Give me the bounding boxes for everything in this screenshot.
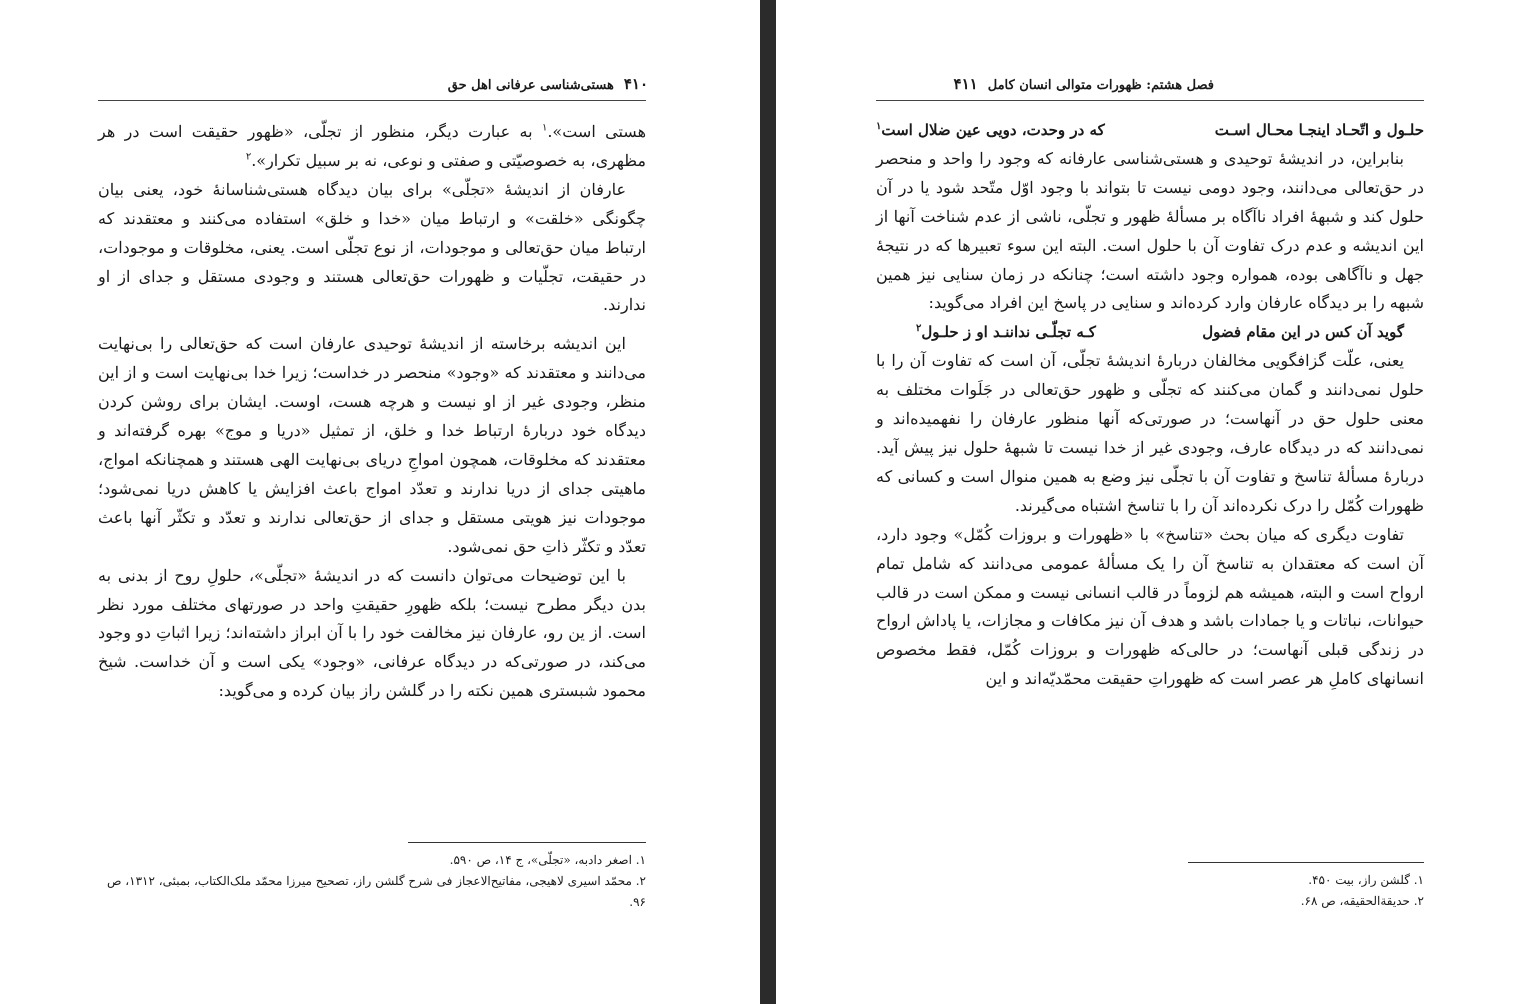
right-running-head: فصل هشتم: ظهورات متوالی انسان کامل (987, 78, 1214, 93)
book-gutter (760, 0, 776, 1004)
right-footnote-2: ۲. حدیقة‌الحقیقه، ص ۶۸. (1300, 894, 1424, 908)
couplet-2 (876, 318, 1424, 347)
right-page (776, 0, 1536, 1004)
couplet-2-second-hemistich: کـه تجلّـی نداننـد او ز حلـول$^۲$ (916, 323, 1096, 342)
left-header-rule (98, 100, 646, 101)
left-page (0, 0, 760, 1004)
left-footnote-2: ۲. محمّد اسیری لاهیجی، مفاتیح‌الاعجاز فی شرح گلشن راز، تصحیح میرزا محمّد ملک‌الکتاب، بمبئی، ۱۳۱۲، ص ۹۶. (106, 874, 646, 909)
left-paragraph-1: هستی است».$^۱$ به عبارت دیگر، منظور از تجلّی، «ظهور حقیقت است در هر مظهری، به خصوصیّتی و صفتی و نوعی، نه بر سبیل تکرار».$^۲$ (98, 122, 647, 170)
left-body-text (98, 118, 646, 706)
left-paragraph-2: عارفان از اندیشهٔ «تجلّی» برای بیان دیدگاه هستی‌شناسانهٔ خود، یعنی بیان چگونگی «خلقت» و ارتباط میان «خدا و خلق» استفاده می‌کنند و معتقدند که ارتباط میان حق‌تعالی و موجودات، از نوع تجلّی است. یعنی، مخلوقات و موجودات، در حقیقت، تجلّیات و ظهورات حق‌تعالی هستند و وجودی مستقل و جدای از او ندارند. (98, 179, 646, 315)
couplet-1 (876, 116, 1424, 145)
left-running-head: هستی‌شناسی عرفانی اهل حق (447, 78, 614, 93)
right-footnotes (876, 870, 1424, 912)
right-body-text (876, 116, 1424, 694)
right-paragraph-1: بنابراین، در اندیشهٔ توحیدی و هستی‌شناسی عارفانه که وجود را واحد و منحصر در حق‌تعالی می‌دانند، وجود دومی نیست تا بتواند با وجود اوّل متّحد شود یا در آن حلول کند و شبههٔ افراد ناآگاه بر مسألهٔ ظهور و تجلّی، ناشی از عدم شناخت آنها از این اندیشه و عدم درک تفاوت آن با حلول است. البته این سوء تعبیرها که در نتیجهٔ جهل و ناآگاهی بوده، همواره وجود داشته است؛ چنانکه در زمان سنایی نیز همین شبهه را بر دیدگاه عارفان وارد کرده‌اند و سنایی در پاسخ این افراد می‌گوید: (876, 148, 1424, 313)
couplet-1-first-hemistich: حلـول و اتّحـاد اینجـا محـال اسـت (1214, 121, 1424, 139)
right-header-rule (876, 100, 1424, 101)
left-footnote-rule (408, 842, 646, 843)
left-page-number: ۴۱۰ (623, 75, 648, 93)
right-paragraph-3: تفاوت دیگری که میان بحث «تناسخ» با «ظهورات و بروزات کُمّل» وجود دارد، آن است که معتقدان به تناسخ آن را یک مسألهٔ عمومی می‌دانند که شامل تمام ارواح است و البته، همیشه هم لزوماً در قالب انسانی نیست و ممکن است در قالب حیوانات، نباتات و یا جمادات باشد و هدف آن نیز مکافات و مجازات، یا پاداش ارواح در زندگی قبلی آنهاست؛ در حالی‌که ظهورات و بروزات کُمّل، فقط مخصوص انسانهای کاملِ هر عصر است که ظهوراتِ حقیقت محمّدیّه‌اند و این (876, 524, 1424, 689)
right-footnote-rule (1188, 862, 1424, 863)
right-page-number: ۴۱۱ (953, 75, 978, 93)
couplet-2-first-hemistich: گوید آن کس در این مقام فضول (1202, 323, 1404, 342)
right-paragraph-2: یعنی، علّت گزافگویی مخالفان دربارهٔ اندیشهٔ تجلّی، آن است که تفاوت آن را با حلول نمی‌دانند و گمان می‌کنند که تجلّی و ظهور حق‌تعالی در جَلَوات مختلف به معنی حلول حق در آنهاست؛ در صورتی‌که آنها منظور عارفان را نفهمیده‌اند و نمی‌دانند که در دیدگاه عارف، وجودی غیر از خدا نیست تا شبههٔ حلول نیز پیش آید. دربارهٔ مسألهٔ تناسخ و تفاوت آن با تجلّی نیز وضع به همین منوال است و کسانی که ظهورات کُمّل را درک نکرده‌اند آن را با تناسخ اشتباه می‌گیرند. (876, 351, 1424, 515)
left-paragraph-3: این اندیشه برخاسته از اندیشهٔ توحیدی عارفان است که حق‌تعالی را بی‌نهایت می‌دانند و معتقدند که «وجود» منحصر در خداست؛ زیرا خدا بی‌نهایت است و از این منظر، وجودی غیر از او نیست و هرچه هست، اوست. ایشان برای روشن کردن دیدگاه خود دربارهٔ ارتباط خدا و خلق، از تمثیل «دریا و موج» بهره گرفته‌اند و معتقدند که مخلوقات، همچون امواجِ دریای بی‌نهایت الهی هستند و همچنانکه امواج، ماهیتی جدای از دریا ندارند و تعدّد امواج باعث افزایش یا کاهش دریا نمی‌شود؛ موجودات نیز هویتی مستقل و جدای از حق‌تعالی ندارند و تعدّد و تکثّر آنها باعث تعدّد و تکثّر ذاتِ حق نمی‌شود. (98, 334, 647, 556)
left-paragraph-4: با این توضیحات می‌توان دانست که در اندیشهٔ «تجلّی»، حلولِ روح از بدنی به بدن دیگر مطرح نیست؛ بلکه ظهورِ حقیقتِ واحد در صورتهای مختلف مورد نظر است. از ین رو، عارفان نیز مخالفت خود را با آن ابراز داشته‌اند؛ زیرا اثباتِ دو وجود می‌کند، در صورتی‌که در دیدگاه عرفانی، «وجود» یکی است و آن خداست. شیخ محمود شبستری همین نکته را در گلشن راز بیان کرده و می‌گوید: (98, 565, 646, 701)
left-page-header (448, 75, 648, 93)
couplet-1-second-hemistich: که در وحدت، دویی عین ضلال است$^۱$ (876, 121, 1105, 139)
left-footnote-1: ۱. اصغر دادبه، «تجلّی»، ج ۱۴، ص ۵۹۰. (449, 853, 646, 867)
right-footnote-1: ۱. گلشن راز، بیت ۴۵۰. (1308, 873, 1424, 887)
left-footnotes (98, 850, 646, 913)
right-page-header (954, 75, 1214, 93)
